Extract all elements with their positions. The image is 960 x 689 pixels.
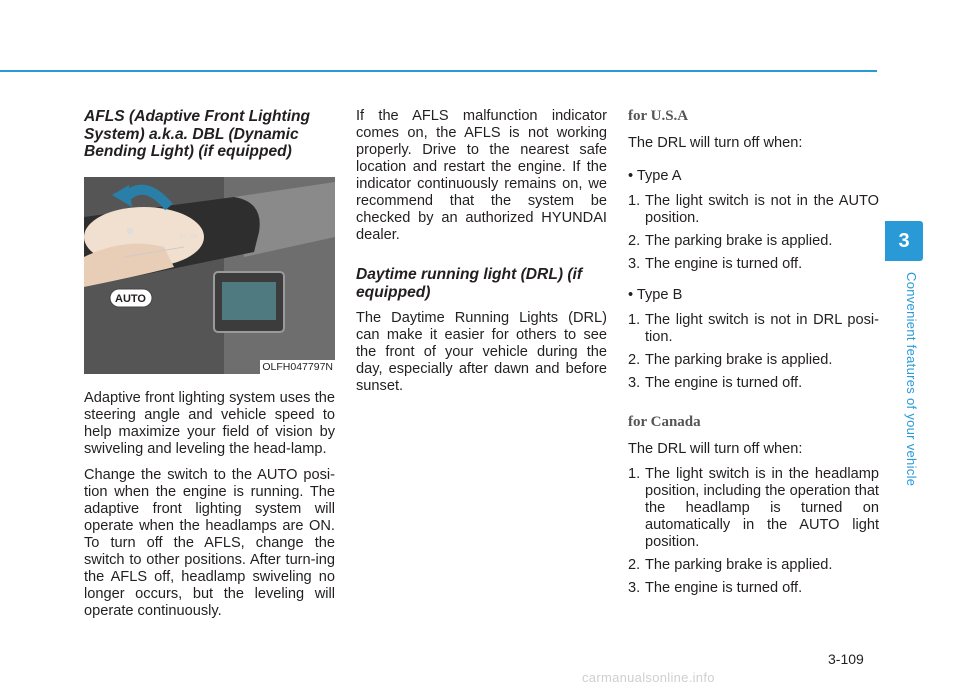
afls-heading: AFLS (Adaptive Front Lighting System) a.k.a. DBL (Dynamic Bending Light) (if equipped): [84, 108, 311, 160]
list-item: 3. The engine is turned off.: [628, 256, 803, 272]
canada-heading: for Canada: [628, 414, 701, 430]
drl-heading: Daytime running light (DRL) (if equipped): [356, 266, 583, 301]
column-left: [84, 108, 335, 629]
drl-paragraph: The Daytime Running Lights (DRL) can make it easier for others to see the front of your vehicle during the day, especially after dawn and before sunset.: [356, 310, 607, 394]
svg-text:⇦ ⇨: ⇦ ⇨: [179, 230, 199, 242]
list-item: 3. The engine is turned off.: [628, 375, 803, 391]
afls-paragraph-1: Adaptive front lighting system uses the steering angle and vehicle speed to help maximize your field of vision by swiveling and leveling the head-lamp.: [84, 389, 335, 457]
usa-heading: for U.S.A: [628, 108, 689, 124]
canada-list: [628, 466, 879, 597]
chapter-title: Convenient features of your vehicle: [904, 272, 919, 487]
canada-intro: The DRL will turn off when:: [628, 441, 803, 457]
type-b-label: • Type B: [628, 287, 683, 303]
type-a-list: [628, 193, 879, 273]
list-item: 2. The parking brake is applied.: [628, 557, 833, 573]
column-middle: [356, 108, 607, 404]
type-a-label: • Type A: [628, 168, 682, 184]
afls-paragraph-3: If the AFLS malfunction indicator comes on, the AFLS is not working properly. Drive to the nearest safe location and restart the engine. If the indicator continuously remains on, we recommend that the system be checked by an authorized HYUNDAI dealer.: [356, 108, 607, 243]
column-right: [628, 108, 879, 604]
figure-code: OLFH047797N: [262, 360, 333, 373]
light-switch-drawing: [84, 177, 335, 374]
chapter-tab: [885, 221, 923, 261]
watermark: carmanualsonline.info: [582, 670, 715, 685]
auto-label: AUTO: [115, 292, 146, 305]
list-item: 1. The light switch is not in DRL posi-tion.: [628, 312, 879, 345]
header-rule: [0, 70, 877, 72]
list-item: 1. The light switch is in the headlamp position, including the operation that the headlamp is turned on automatically in the AUTO light position.: [628, 466, 879, 550]
list-item: 2. The parking brake is applied.: [628, 233, 833, 249]
list-item: 2. The parking brake is applied.: [628, 352, 833, 368]
page-number: 3-109: [828, 651, 864, 667]
type-b-list: [628, 312, 879, 392]
afls-paragraph-2: Change the switch to the AUTO posi-tion when the engine is running. The adaptive front lighting system will operate when the headlamps are ON. To turn off the AFLS, change the switch to other positions. After turn-ing the AFLS off, headlamp swiveling no longer occurs, but the leveling will operate continuously.: [84, 466, 335, 619]
chapter-number: 3: [898, 230, 910, 252]
usa-intro: The DRL will turn off when:: [628, 135, 803, 151]
list-item: 1. The light switch is not in the AUTO position.: [628, 193, 879, 226]
afls-switch-illustration: [84, 177, 335, 374]
list-item: 3. The engine is turned off.: [628, 580, 803, 596]
